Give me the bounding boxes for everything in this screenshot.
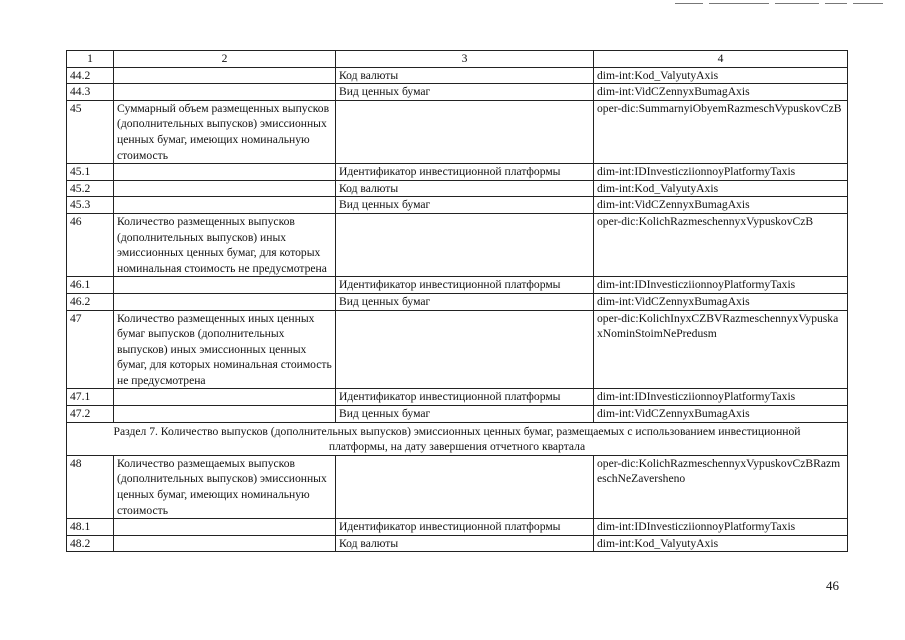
attributes-table xyxy=(66,50,848,552)
row-number: 45.2 xyxy=(67,180,114,197)
row-code: dim-int:IDInvesticziionnoyPlatformyTaxis xyxy=(594,277,848,294)
column-header: 3 xyxy=(336,51,594,68)
table-header-row xyxy=(67,51,848,68)
row-dimension: Идентификатор инвестиционной платформы xyxy=(336,277,594,294)
row-dimension: Код валюты xyxy=(336,67,594,84)
row-number: 46 xyxy=(67,213,114,276)
table-row xyxy=(67,406,848,423)
row-code: dim-int:VidCZennyxBumagAxis xyxy=(594,197,848,214)
row-description xyxy=(114,164,336,181)
row-dimension xyxy=(336,213,594,276)
page-number: 46 xyxy=(826,578,839,593)
row-dimension: Вид ценных бумаг xyxy=(336,197,594,214)
row-number: 45 xyxy=(67,100,114,163)
row-description xyxy=(114,67,336,84)
row-dimension: Идентификатор инвестиционной платформы xyxy=(336,164,594,181)
column-header: 1 xyxy=(67,51,114,68)
row-code: dim-int:VidCZennyxBumagAxis xyxy=(594,84,848,101)
row-description xyxy=(114,277,336,294)
row-dimension xyxy=(336,100,594,163)
row-description: Количество размещенных иных ценных бумаг выпусков (дополнительных выпусков) иных эмиссионных ценных бумаг, для которых номинальная стоимость не предусмотрена xyxy=(114,310,336,389)
row-number: 47.1 xyxy=(67,389,114,406)
row-dimension: Идентификатор инвестиционной платформы xyxy=(336,389,594,406)
row-description xyxy=(114,406,336,423)
row-number: 48 xyxy=(67,455,114,518)
table-row xyxy=(67,277,848,294)
row-number: 45.3 xyxy=(67,197,114,214)
row-number: 48.2 xyxy=(67,535,114,552)
column-header: 2 xyxy=(114,51,336,68)
table-row xyxy=(67,164,848,181)
row-dimension xyxy=(336,310,594,389)
row-code: dim-int:Kod_ValyutyAxis xyxy=(594,180,848,197)
table-row xyxy=(67,84,848,101)
row-dimension: Код валюты xyxy=(336,535,594,552)
table-row xyxy=(67,519,848,536)
table-row xyxy=(67,293,848,310)
row-description xyxy=(114,180,336,197)
table-row xyxy=(67,213,848,276)
row-description xyxy=(114,84,336,101)
row-description xyxy=(114,535,336,552)
table-row xyxy=(67,389,848,406)
row-description: Суммарный объем размещенных выпусков (дополнительных выпусков) эмиссионных ценных бумаг, имеющих номинальную стоимость xyxy=(114,100,336,163)
row-description: Количество размещенных выпусков (дополнительных выпусков) иных эмиссионных ценных бумаг, для которых номинальная стоимость не предусмотрена xyxy=(114,213,336,276)
scan-marks xyxy=(675,3,883,5)
row-code: oper-dic:SummarnyiObyemRazmeschVypuskovCzB xyxy=(594,100,848,163)
table-row xyxy=(67,180,848,197)
row-dimension: Идентификатор инвестиционной платформы xyxy=(336,519,594,536)
row-number: 47.2 xyxy=(67,406,114,423)
row-dimension: Вид ценных бумаг xyxy=(336,406,594,423)
section-row xyxy=(67,422,848,455)
row-description: Количество размещаемых выпусков (дополнительных выпусков) эмиссионных ценных бумаг, имеющих номинальную стоимость xyxy=(114,455,336,518)
row-code: dim-int:IDInvesticziionnoyPlatformyTaxis xyxy=(594,389,848,406)
row-number: 47 xyxy=(67,310,114,389)
table-row xyxy=(67,100,848,163)
row-description xyxy=(114,197,336,214)
row-code: oper-dic:KolichRazmeschennyxVypuskovCzB xyxy=(594,213,848,276)
row-dimension: Код валюты xyxy=(336,180,594,197)
column-header: 4 xyxy=(594,51,848,68)
row-dimension: Вид ценных бумаг xyxy=(336,293,594,310)
row-code: dim-int:IDInvesticziionnoyPlatformyTaxis xyxy=(594,519,848,536)
section-title: Раздел 7. Количество выпусков (дополнительных выпусков) эмиссионных ценных бумаг, размещаемых с использованием инвестиционной платформы, на дату завершения отчетного квартала xyxy=(67,422,848,455)
table-row xyxy=(67,67,848,84)
table-row xyxy=(67,455,848,518)
row-code: dim-int:Kod_ValyutyAxis xyxy=(594,67,848,84)
row-description xyxy=(114,519,336,536)
row-code: oper-dic:KolichRazmeschennyxVypuskovCzBRazmeschNeZaversheno xyxy=(594,455,848,518)
row-code: dim-int:IDInvesticziionnoyPlatformyTaxis xyxy=(594,164,848,181)
row-number: 46.1 xyxy=(67,277,114,294)
row-number: 44.2 xyxy=(67,67,114,84)
row-dimension: Вид ценных бумаг xyxy=(336,84,594,101)
row-number: 45.1 xyxy=(67,164,114,181)
row-dimension xyxy=(336,455,594,518)
row-description xyxy=(114,389,336,406)
table-row xyxy=(67,535,848,552)
table-row xyxy=(67,197,848,214)
row-number: 46.2 xyxy=(67,293,114,310)
table-row xyxy=(67,310,848,389)
row-number: 44.3 xyxy=(67,84,114,101)
row-code: dim-int:VidCZennyxBumagAxis xyxy=(594,406,848,423)
row-code: dim-int:VidCZennyxBumagAxis xyxy=(594,293,848,310)
row-number: 48.1 xyxy=(67,519,114,536)
row-description xyxy=(114,293,336,310)
row-code: oper-dic:KolichInyxCZBVRazmeschennyxVypuskaxNominStoimNePredusm xyxy=(594,310,848,389)
row-code: dim-int:Kod_ValyutyAxis xyxy=(594,535,848,552)
